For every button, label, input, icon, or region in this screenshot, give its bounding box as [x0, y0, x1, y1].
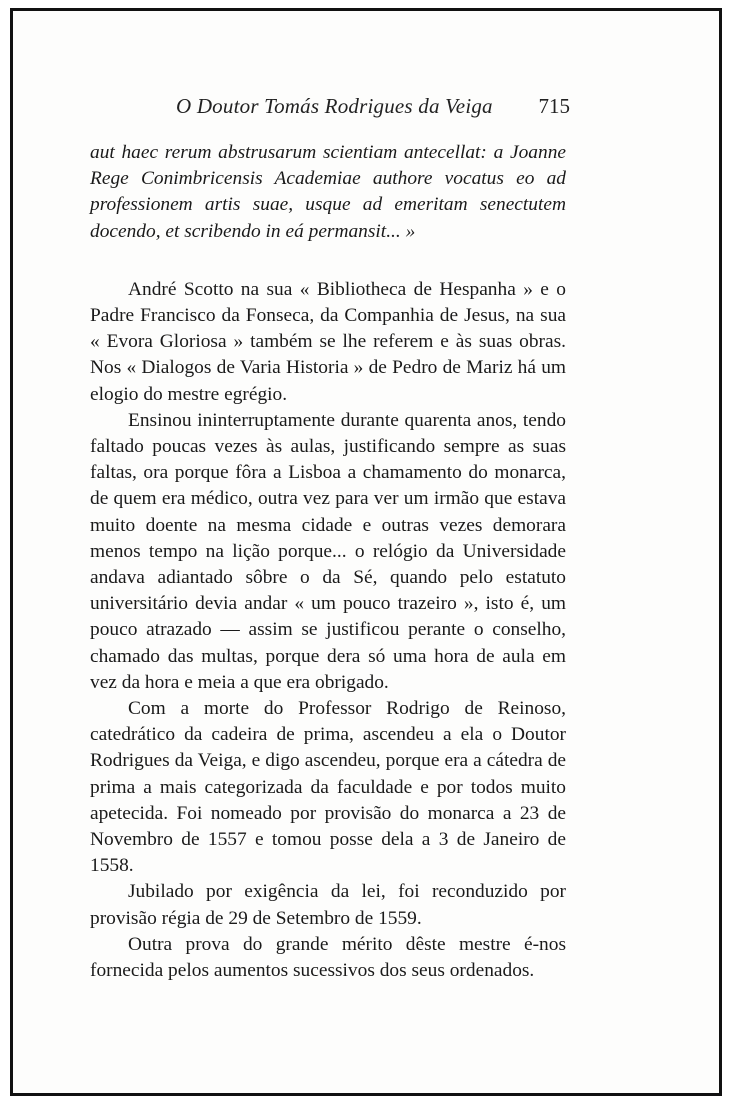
running-title: O Doutor Tomás Rodrigues da Veiga — [176, 94, 493, 118]
paragraph-2: Ensinou ininterruptamente durante quarenta anos, tendo faltado poucas vezes às aulas, justificando sempre as suas faltas, ora porque fôra a Lisboa a chamamento do monarca, de quem era médico, outra vez para ver um irmão que estava muito doente na mesma cidade e outras vezes demorara menos tempo na lição porque... o relógio da Universidade andava adiantado sôbre o da Sé, quando pelo estatuto universitário devia andar « um pouco trazeiro », isto é, um pouco atrazado — assim se justificou perante o conselho, chamado das multas, porque dera só uma hora de aula em vez da hora e meia a que era obrigado. — [90, 409, 566, 693]
paragraph-4: Jubilado por exigência da lei, foi reconduzido por provisão régia de 29 de Setembro de 1559. — [90, 881, 566, 929]
paragraph-3: Com a morte do Professor Rodrigo de Reinoso, catedrático da cadeira de prima, ascendeu a ela o Doutor Rodrigues da Veiga, e digo ascendeu, porque era a cátedra de prima a mais categorizada da faculdade e por todos muito apetecida. Foi nomeado por provisão do monarca a 23 de Novembro de 1557 e tomou posse dela a 3 de Janeiro de 1558. — [90, 698, 566, 877]
paragraph-5: Outra prova do grande mérito dêste mestre é-nos fornecida pelos aumentos sucessivos dos seus ordenados. — [90, 933, 566, 982]
page-number: 715 — [538, 94, 570, 118]
page-body — [90, 140, 566, 984]
latin-quote: aut haec rerum abstrusarum scientiam antecellat: a Joanne Rege Conimbricensis Academiae authore vocatus eo ad professionem artis suae, usque ad emeritam senectutem docendo, et scribendo in eá permansit... » — [90, 142, 566, 242]
page-header — [90, 94, 570, 124]
paragraph-1: André Scotto na sua « Bibliotheca de Hespanha » e o Padre Francisco da Fonseca, da Companhia de Jesus, na sua « Evora Gloriosa » também se lhe referem e às suas obras. Nos « Dialogos de Varia Historia » de Pedro de Mariz há um elogio do mestre egrégio. — [90, 278, 566, 405]
